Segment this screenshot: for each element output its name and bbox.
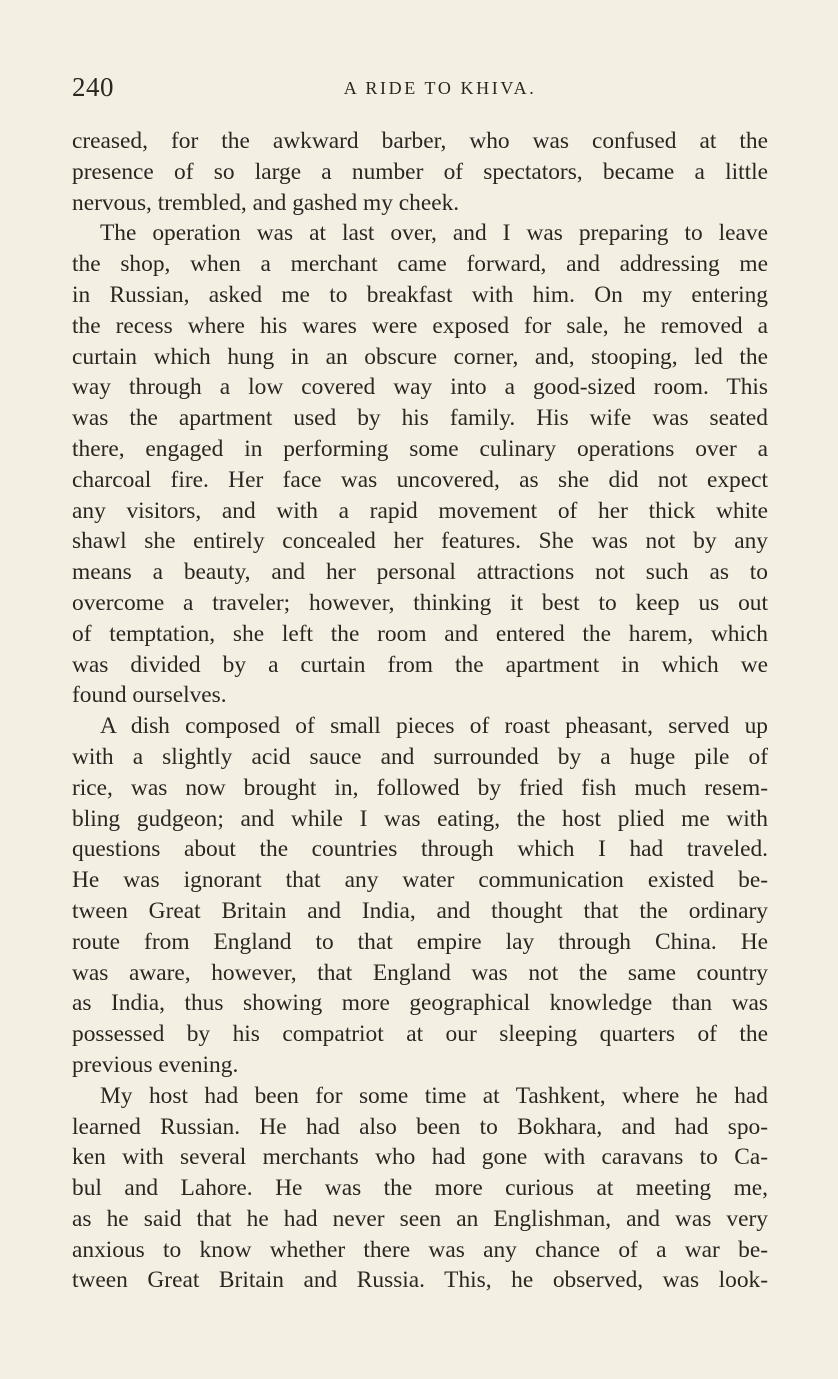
page-number: 240	[72, 72, 114, 102]
text-line: with a slightly acid sauce and surrounded by a huge pile of	[72, 743, 768, 770]
text-line: the shop, when a merchant came forward, and addressing me	[72, 251, 768, 278]
text-line: in Russian, asked me to breakfast with him. On my entering	[72, 281, 768, 308]
text-line: charcoal fire. Her face was uncovered, as she did not expect	[72, 466, 768, 493]
text-line: anxious to know whether there was any chance of a war be-	[72, 1236, 768, 1263]
text-line: was divided by a curtain from the apartment in which we	[72, 651, 768, 678]
text-line: as he said that he had never seen an Englishman, and was very	[72, 1205, 768, 1232]
text-line: bul and Lahore. He was the more curious at meeting me,	[72, 1175, 768, 1202]
text-line: ken with several merchants who had gone with caravans to Ca-	[72, 1144, 768, 1171]
text-line: nervous, trembled, and gashed my cheek.	[72, 189, 460, 216]
text-line: route from England to that empire lay through China. He	[72, 928, 768, 955]
text-line: questions about the countries through which I had traveled.	[72, 836, 768, 863]
body-text	[72, 126, 768, 1296]
text-line: way through a low covered way into a good-sized room. This	[72, 374, 768, 401]
text-line: tween Great Britain and Russia. This, he observed, was look-	[72, 1267, 768, 1294]
text-line: shawl she entirely concealed her features. She was not by any	[72, 528, 768, 555]
text-line: bling gudgeon; and while I was eating, the host plied me with	[72, 805, 768, 832]
text-line: overcome a traveler; however, thinking it best to keep us out	[72, 589, 768, 616]
text-line: possessed by his compatriot at our sleeping quarters of the	[72, 1021, 768, 1048]
text-line: found ourselves.	[72, 682, 227, 709]
text-line: as India, thus showing more geographical knowledge than was	[72, 990, 768, 1017]
text-line: the recess where his wares were exposed for sale, he removed a	[72, 312, 768, 339]
text-line: was the apartment used by his family. His wife was seated	[72, 405, 768, 432]
text-line: there, engaged in performing some culinary operations over a	[72, 435, 768, 462]
text-line: tween Great Britain and India, and thought that the ordinary	[72, 897, 768, 924]
text-line: creased, for the awkward barber, who was confused at the	[72, 128, 768, 154]
text-line: presence of so large a number of spectators, became a little	[72, 158, 768, 185]
text-line: rice, was now brought in, followed by fried fish much resem-	[72, 774, 768, 801]
text-line: A dish composed of small pieces of roast pheasant, served up	[100, 713, 768, 740]
text-line: curtain which hung in an obscure corner, and, stooping, led the	[72, 343, 768, 370]
running-title: A RIDE TO KHIVA.	[343, 78, 537, 98]
text-line: any visitors, and with a rapid movement of her thick white	[72, 497, 768, 524]
text-line: of temptation, she left the room and entered the harem, which	[72, 620, 768, 647]
text-line: previous evening.	[72, 1051, 239, 1078]
text-line: learned Russian. He had also been to Bokhara, and had spo-	[72, 1113, 768, 1140]
text-line: The operation was at last over, and I was preparing to leave	[100, 220, 768, 247]
text-line: means a beauty, and her personal attractions not such as to	[72, 559, 768, 586]
running-head	[72, 72, 768, 108]
text-line: He was ignorant that any water communication existed be-	[72, 867, 768, 894]
text-line: was aware, however, that England was not the same country	[72, 959, 768, 986]
text-line: My host had been for some time at Tashkent, where he had	[100, 1082, 768, 1109]
